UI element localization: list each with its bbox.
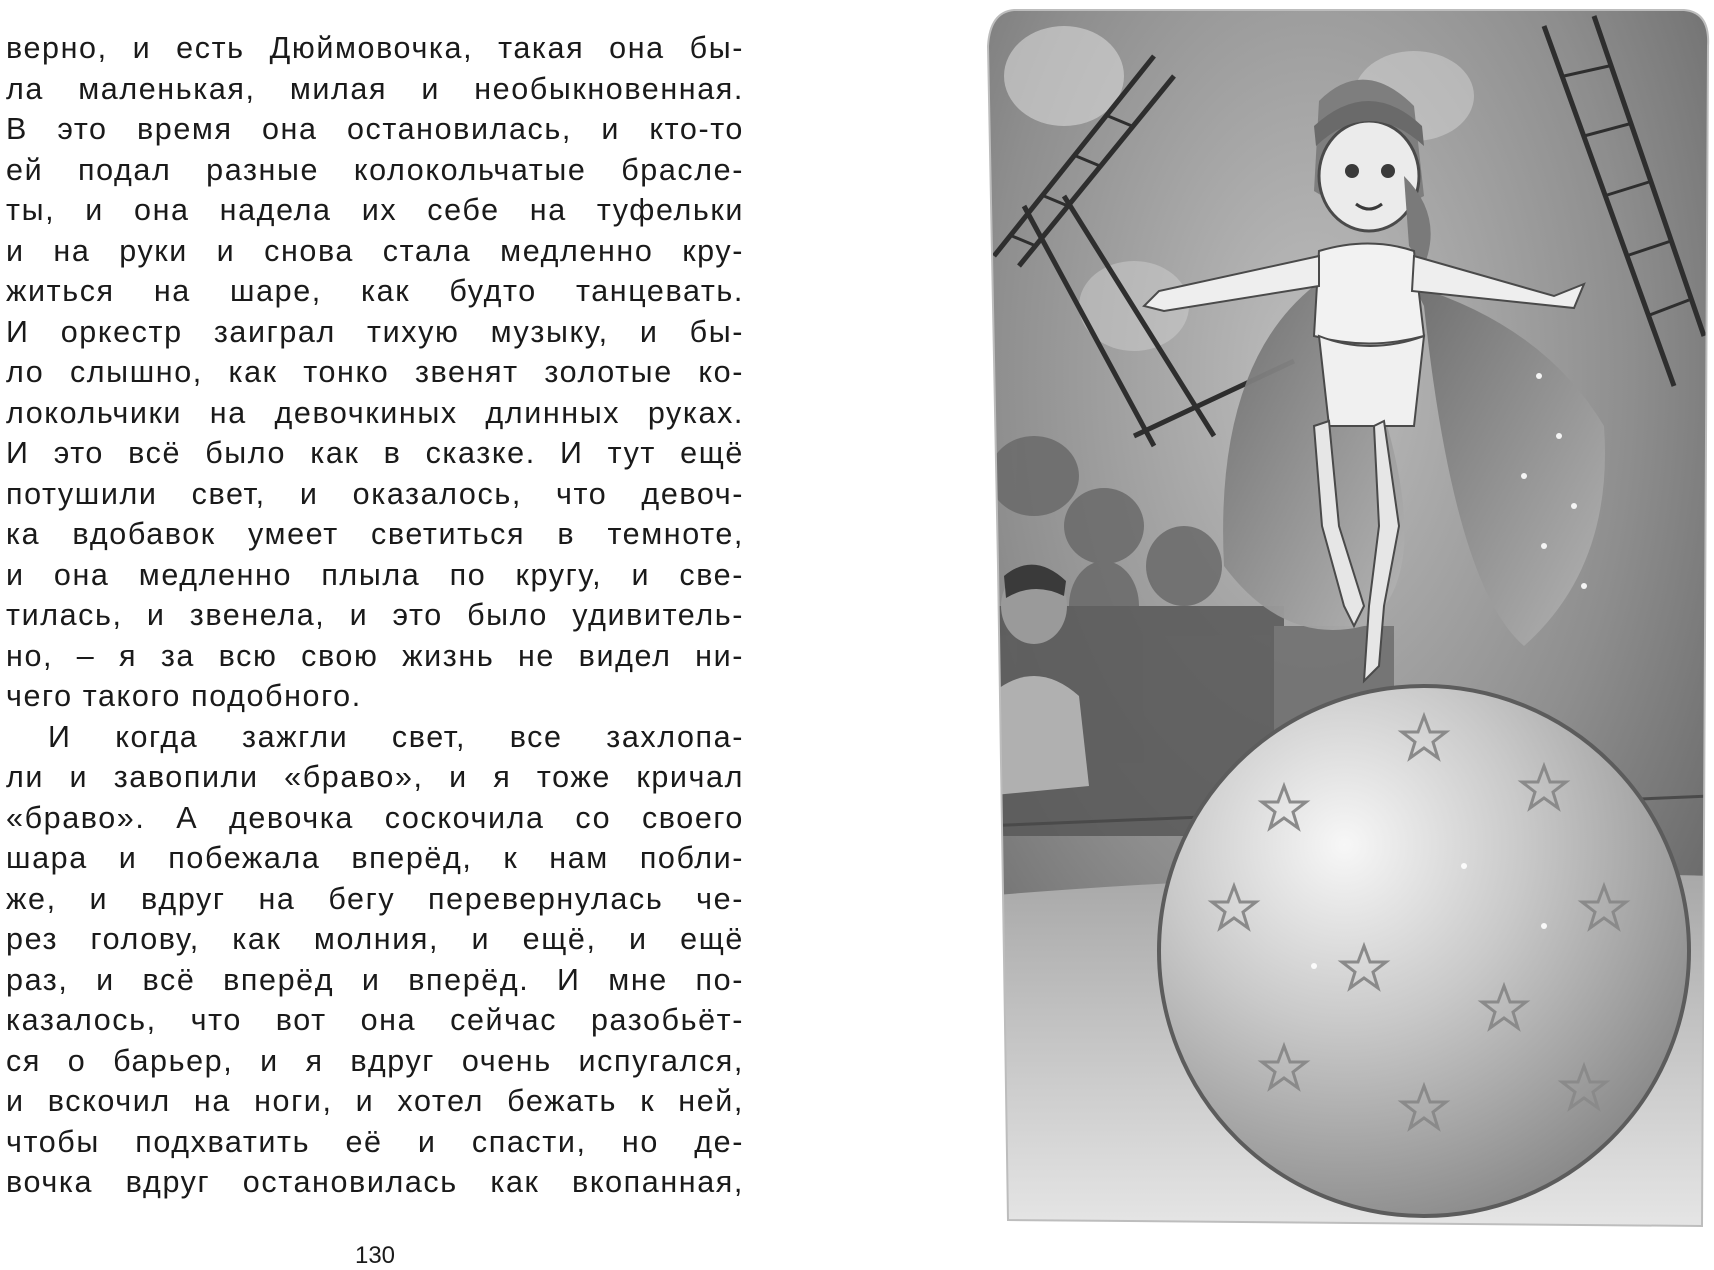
text-line: верно, и есть Дюймовочка, такая она бы- xyxy=(6,31,744,65)
text-line: раз, и всё вперёд и вперёд. И мне по- xyxy=(6,962,744,997)
text-line: чего такого подобного. xyxy=(6,679,362,713)
text-line: житься на шаре, как будто танцевать. xyxy=(6,274,744,308)
circus-ball xyxy=(1159,686,1689,1216)
text-line: ка вдобавок умеет светиться в темноте, xyxy=(6,517,744,551)
text-line: вочка вдруг остановилась как вкопанная, xyxy=(6,1165,744,1199)
text-line: ей подал разные колокольчатые брасле- xyxy=(6,152,744,187)
text-line: И это всё было как в сказке. И тут ещё xyxy=(6,436,744,470)
text-line: казалось, что вот она сейчас разобьёт- xyxy=(6,1003,744,1037)
text-line: шара и побежала вперёд, к нам побли- xyxy=(6,841,744,875)
text-line: но, – я за всю свою жизнь не видел ни- xyxy=(6,638,744,673)
text-line: и на руки и снова стала медленно кру- xyxy=(6,233,744,268)
text-line: тилась, и звенела, и это было удивитель- xyxy=(6,598,744,632)
text-line: ло слышно, как тонко звенят золотые ко- xyxy=(6,355,744,389)
text-line: ты, и она надела их себе на туфельки xyxy=(6,193,744,227)
paragraph-1 xyxy=(6,28,744,717)
circus-illustration xyxy=(984,6,1712,1232)
text-line: чтобы подхватить её и спасти, но де- xyxy=(6,1124,744,1159)
text-line: локольчики на девочкиных длинных руках. xyxy=(6,395,744,430)
text-line: же, и вдруг на бегу перевернулась че- xyxy=(6,881,744,916)
text-line: «браво». А девочка соскочила со своего xyxy=(6,800,744,835)
text-line: и вскочил на ноги, и хотел бежать к ней, xyxy=(6,1084,744,1118)
text-line: В это время она остановилась, и кто-то xyxy=(6,112,744,146)
text-line: и она медленно плыла по кругу, и све- xyxy=(6,557,744,592)
paragraph-2 xyxy=(6,717,744,1203)
text-line: потушили свет, и оказалось, что девоч- xyxy=(6,476,744,511)
text-line: ли и завопили «браво», и я тоже кричал xyxy=(6,760,744,794)
text-line: ла маленькая, милая и необыкновенная. xyxy=(6,71,744,106)
body-text xyxy=(6,28,744,1203)
text-line: рез голову, как молния, и ещё, и ещё xyxy=(6,922,744,956)
page-number: 130 xyxy=(354,1242,396,1269)
text-line: ся о барьер, и я вдруг очень испугался, xyxy=(6,1043,744,1078)
text-line: И когда зажгли свет, все захлопа- xyxy=(48,719,744,754)
text-line: И оркестр заиграл тихую музыку, и бы- xyxy=(6,314,744,349)
